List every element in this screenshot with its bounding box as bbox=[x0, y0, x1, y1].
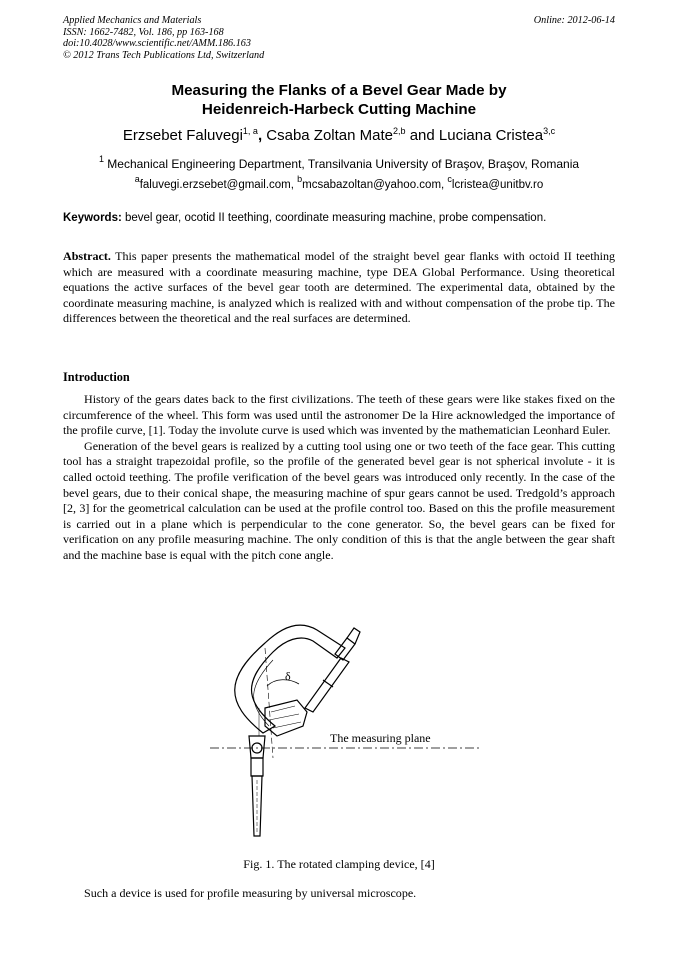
author-2: Csaba Zoltan Mate bbox=[262, 127, 394, 144]
affiliation-sup: 1 bbox=[98, 154, 104, 164]
handle-collar bbox=[251, 758, 263, 776]
spindle-shaft bbox=[305, 658, 349, 712]
journal-header bbox=[63, 15, 264, 61]
title-line-2: Heidenreich-Harbeck Cutting Machine bbox=[201, 101, 477, 118]
email-b-sup: b bbox=[297, 174, 303, 184]
doi-line: doi:10.4028/www.scientific.net/AMM.186.163 bbox=[63, 38, 251, 50]
intro-paragraph-1: History of the gears dates back to the first civilizations. The teeth of these gears were like stakes fixed on the circumference of the wheel. This form was used until the astronomer De la Hire acknowledged the importance of the profile curve, [1]. Today the involute curve is used which was invented by the mathematician Leonhard Euler. bbox=[63, 392, 615, 438]
journal-name: Applied Mechanics and Materials bbox=[63, 15, 202, 26]
introduction-body bbox=[63, 392, 615, 564]
clamping-device-drawing bbox=[205, 608, 495, 853]
introduction-heading: Introduction bbox=[63, 370, 130, 384]
keywords-text: bevel gear, ocotid II teething, coordinate measuring machine, probe compensation. bbox=[121, 212, 547, 224]
author-1-sup: 1, a bbox=[242, 126, 258, 136]
copyright-line: © 2012 Trans Tech Publications Ltd, Switzerland bbox=[63, 49, 265, 61]
author-3: and Luciana Cristea bbox=[405, 127, 544, 144]
author-list bbox=[30, 127, 648, 144]
spindle-head bbox=[335, 638, 355, 660]
author-2-sup: 2,b bbox=[393, 126, 406, 136]
figure-1 bbox=[205, 608, 495, 853]
affiliation bbox=[30, 154, 648, 171]
email-c-sup: c bbox=[447, 174, 452, 184]
abstract-label: Abstract. bbox=[63, 249, 111, 263]
author-separator: , bbox=[257, 127, 263, 144]
delta-label: δ bbox=[285, 669, 291, 683]
angle-arc bbox=[267, 680, 299, 686]
title-line-1: Measuring the Flanks of a Bevel Gear Made by bbox=[171, 82, 507, 99]
email-b: mcsabazoltan@yahoo.com, bbox=[302, 179, 448, 191]
intro-paragraph-2: Generation of the bevel gears is realized by a cutting tool using one or two teeth of the face gear. This cutting tool has a straight trapezoidal profile, so the profile of the generated bevel gear is not spherical involute - it is called octoid teething. The profile verification of the bevel gears was introduced only recently. In the case of the bevel gears, due to their conical shape, the measuring machine of spur gears cannot be used. Tredgold’s approach [2, 3] for the geometrical calculation can be used at the profile control too. Based on this the profile measurement is carried out in a plane which is perpendicular to the cone generator. So, the bevel gears can be fixed for verification on any profile measuring machine. The only condition of this is that the angle between the gear shaft and the machine base is equal with the pitch cone angle. bbox=[63, 438, 615, 562]
author-3-sup: 3,c bbox=[543, 126, 556, 136]
bevel-gear bbox=[265, 700, 307, 736]
keywords-label: Keywords: bbox=[63, 212, 122, 224]
author-1: Erzsebet Faluvegi bbox=[122, 127, 243, 144]
online-date: Online: 2012-06-14 bbox=[533, 15, 615, 26]
keywords bbox=[63, 212, 623, 224]
abstract bbox=[63, 249, 615, 327]
figure-caption: Fig. 1. The rotated clamping device, [4] bbox=[243, 857, 435, 871]
issn-line: ISSN: 1662-7482, Vol. 186, pp 163-168 bbox=[63, 26, 224, 38]
email-a: faluvegi.erzsebet@gmail.com, bbox=[139, 179, 298, 191]
measuring-plane-label: The measuring plane bbox=[330, 731, 431, 745]
paper-title bbox=[40, 81, 638, 119]
closing-sentence: Such a device is used for profile measuring by universal microscope. bbox=[84, 886, 417, 900]
abstract-text: This paper presents the mathematical model of the straight bevel gear flanks with octoid II teething which are measured with a coordinate measuring machine, type DEA Global Performance. Using theoretical equations the active surfaces of the bevel gear tooth are determined. The experimental data, obtained by the coordinate measuring machine, is analyzed which is realized with and without compensation of the probe tip. The differences between the theoretical and the real surfaces are determined. bbox=[63, 249, 615, 326]
email-list bbox=[30, 174, 648, 191]
email-c: lcristea@unitbv.ro bbox=[451, 179, 544, 191]
email-a-sup: a bbox=[134, 174, 140, 184]
affiliation-text: Mechanical Engineering Department, Transilvania University of Braşov, Braşov, Romania bbox=[103, 157, 580, 171]
